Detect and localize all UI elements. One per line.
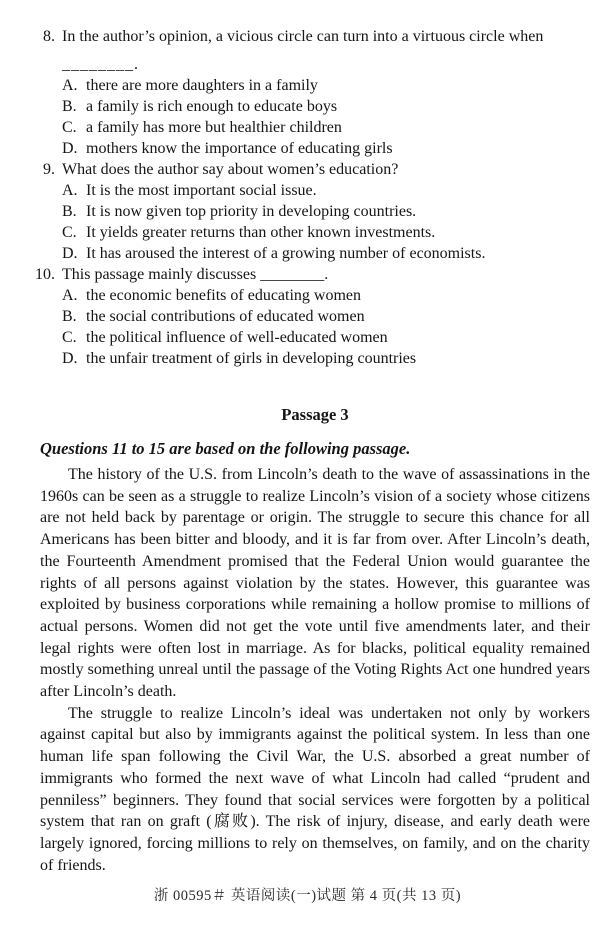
option-label: A. [62, 77, 78, 94]
question-number: 10. [35, 266, 55, 283]
option-text: mothers know the importance of educating girls [86, 140, 393, 157]
option-row [62, 306, 590, 327]
option-row [62, 327, 590, 348]
question-number: 8. [43, 28, 55, 45]
option-label: C. [62, 329, 77, 346]
passage-paragraph-2: The struggle to realize Lincoln’s ideal was undertaken not only by workers against capital but also by immigrants against the political system. In less than one human life span following the Civil War, the U.S. absorbed a great number of immigrants who formed the next wave of what Lincoln had called “prudent and penniless” beginners. They found that social services were forgotten by a political system that ran on graft (腐败). The risk of injury, disease, and early death were largely ignored, forcing millions to rely on themselves, on family, and on the charity of friends. [40, 704, 590, 874]
option-label: D. [62, 140, 78, 157]
question-blank: ________. [62, 56, 139, 73]
question-8 [33, 26, 590, 159]
option-text: the political influence of well-educated women [86, 329, 388, 346]
option-text: the unfair treatment of girls in developing countries [86, 350, 417, 367]
question-text: This passage mainly discusses ________. [62, 266, 329, 283]
option-text: the economic benefits of educating women [86, 287, 362, 304]
option-text: there are more daughters in a family [86, 77, 318, 94]
option-row [62, 117, 590, 138]
question-9 [33, 159, 590, 264]
option-text: It has aroused the interest of a growing number of economists. [86, 245, 486, 262]
question-text: What does the author say about women’s education? [62, 161, 399, 178]
page-footer: 浙 00595＃ 英语阅读(一)试题 第 4 页(共 13 页) [153, 888, 462, 904]
passage-instruction: Questions 11 to 15 are based on the following passage. [40, 439, 411, 458]
option-label: C. [62, 224, 77, 241]
option-row [62, 138, 590, 159]
option-label: B. [62, 308, 77, 325]
passage-paragraph-1: The history of the U.S. from Lincoln’s death to the wave of assassinations in the 1960s can be seen as a struggle to realize Lincoln’s vision of a society whose citizens are not held back by parentage or origin. The struggle to secure this chance for all Americans has been bitter and bloody, and it is far from over. After Lincoln’s death, the Fourteenth Amendment promised that the Federal Union would guarantee the rights of all persons against violation by the states. However, this guarantee was exploited by business corporations while remaining a hollow promise to millions of actual persons. Women did not get the vote until five amendments later, and their legal rights were often lost in marriage. As for blacks, political equality remained mostly something unreal until the passage of the Voting Rights Act one hundred years after Lincoln’s death. [40, 466, 590, 701]
option-text: It is now given top priority in developing countries. [86, 203, 417, 220]
question-line [33, 26, 590, 47]
option-row [62, 222, 590, 243]
question-line [33, 264, 590, 285]
option-row [62, 201, 590, 222]
question-text: In the author’s opinion, a vicious circle can turn into a virtuous circle when [62, 28, 544, 45]
option-text: the social contributions of educated women [86, 308, 365, 325]
option-label: D. [62, 245, 78, 262]
option-text: a family has more but healthier children [86, 119, 342, 136]
option-row [62, 348, 590, 369]
option-label: B. [62, 98, 77, 115]
question-10 [33, 264, 590, 369]
option-text: It is the most important social issue. [86, 182, 317, 199]
option-label: B. [62, 203, 77, 220]
question-line [33, 159, 590, 180]
option-label: A. [62, 182, 78, 199]
option-text: It yields greater returns than other known investments. [86, 224, 436, 241]
passage-heading: Passage 3 [281, 405, 349, 424]
option-label: D. [62, 350, 78, 367]
option-row [62, 180, 590, 201]
option-label: A. [62, 287, 78, 304]
option-text: a family is rich enough to educate boys [86, 98, 338, 115]
question-number: 9. [43, 161, 55, 178]
option-row [62, 75, 590, 96]
option-row [62, 285, 590, 306]
option-row [62, 243, 590, 264]
option-label: C. [62, 119, 77, 136]
option-row [62, 96, 590, 117]
